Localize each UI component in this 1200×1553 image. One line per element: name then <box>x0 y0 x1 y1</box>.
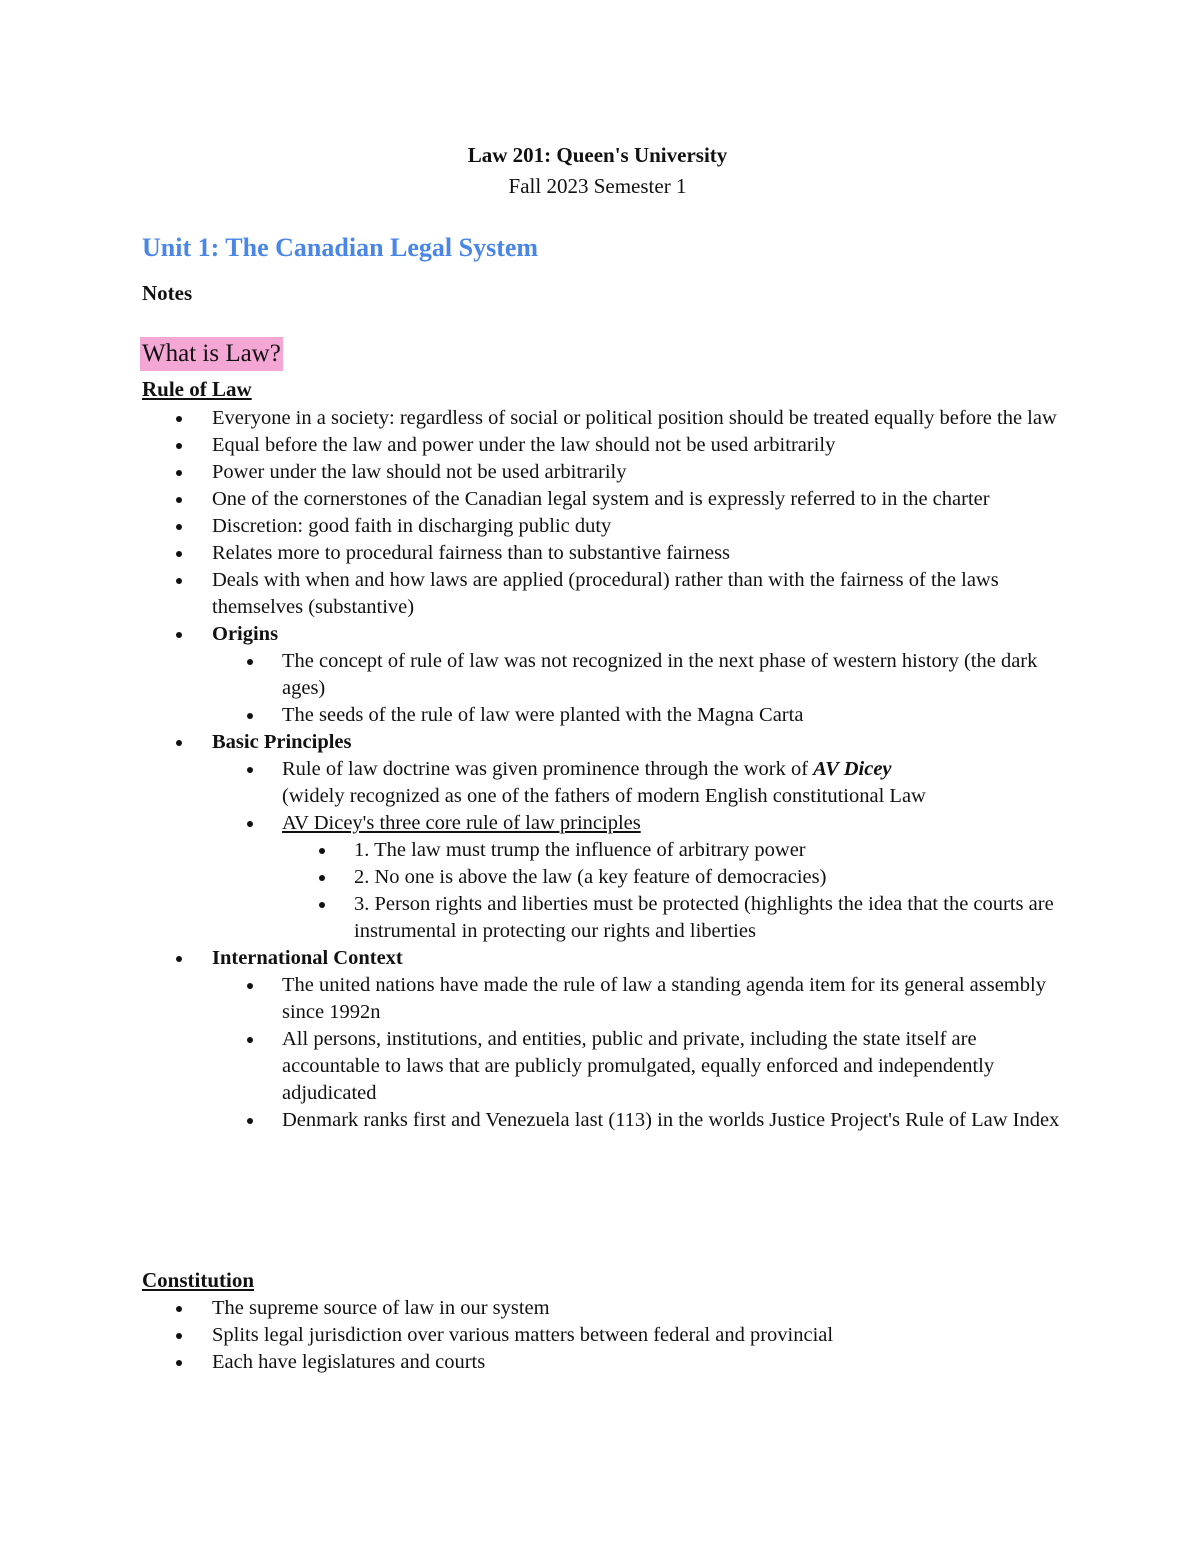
list-item: 1. The law must trump the influence of arbitrary power <box>142 837 1072 864</box>
list-item: Everyone in a society: regardless of social or political position should be treated equally before the law <box>142 405 1072 432</box>
bullet-icon <box>319 875 325 881</box>
international-context-item <box>142 945 1072 972</box>
basic-principles-item <box>142 729 1072 756</box>
list-item: 2. No one is above the law (a key feature of democracies) <box>142 864 1072 891</box>
dicey-emphasis: AV Dicey <box>813 758 892 780</box>
document-subtitle: Fall 2023 Semester 1 <box>508 174 687 198</box>
origins-item <box>142 621 1072 648</box>
rule-of-law-heading: Rule of Law <box>142 377 252 401</box>
bullet-icon <box>319 848 325 854</box>
bullet-icon <box>247 983 253 989</box>
bullet-icon <box>176 632 182 638</box>
bullet-icon <box>176 1360 182 1366</box>
list-item: The supreme source of law in our system <box>142 1295 1072 1322</box>
bullet-icon <box>176 740 182 746</box>
list-item: The concept of rule of law was not recognized in the next phase of western history (the dark ages) <box>142 648 1072 702</box>
document-title: Law 201: Queen's University <box>467 143 728 167</box>
list-item: Each have legislatures and courts <box>142 1349 1072 1376</box>
constitution-heading: Constitution <box>142 1268 255 1292</box>
bullet-icon <box>176 524 182 530</box>
bullet-icon <box>176 1333 182 1339</box>
list-item: Relates more to procedural fairness than to substantive fairness <box>142 540 1072 567</box>
bullet-icon <box>176 416 182 422</box>
list-item: AV Dicey's three core rule of law principles <box>142 810 1072 837</box>
list-item: Rule of law doctrine was given prominence through the work of AV Dicey (widely recognized as one of the fathers of modern English constitutional Law <box>142 756 1072 810</box>
section-heading: What is Law? <box>140 337 283 371</box>
bullet-icon <box>247 1118 253 1124</box>
notes-label: Notes <box>142 281 193 305</box>
international-context-label: International Context <box>212 947 403 969</box>
bullet-icon <box>176 497 182 503</box>
list-item: The united nations have made the rule of law a standing agenda item for its general assembly since 1992n <box>142 972 1072 1026</box>
origins-label: Origins <box>212 623 279 645</box>
constitution-list <box>142 1295 1072 1376</box>
list-item: All persons, institutions, and entities, public and private, including the state itself are accountable to laws that are publicly promulgated, equally enforced and independently adjudicated <box>142 1026 1072 1107</box>
bullet-icon <box>247 713 253 719</box>
bullet-icon <box>319 902 325 908</box>
list-item: Splits legal jurisdiction over various matters between federal and provincial <box>142 1322 1072 1349</box>
rule-of-law-list <box>142 405 1072 1134</box>
list-item: One of the cornerstones of the Canadian legal system and is expressly referred to in the charter <box>142 486 1072 513</box>
list-item: Denmark ranks first and Venezuela last (113) in the worlds Justice Project's Rule of Law Index <box>142 1107 1072 1134</box>
bullet-icon <box>176 443 182 449</box>
list-item: Power under the law should not be used arbitrarily <box>142 459 1072 486</box>
bullet-icon <box>247 767 253 773</box>
bullet-icon <box>176 578 182 584</box>
bullet-icon <box>176 1306 182 1312</box>
list-item: The seeds of the rule of law were planted with the Magna Carta <box>142 702 1072 729</box>
bullet-icon <box>176 470 182 476</box>
bullet-icon <box>247 1037 253 1043</box>
list-item: Equal before the law and power under the law should not be used arbitrarily <box>142 432 1072 459</box>
unit-heading: Unit 1: The Canadian Legal System <box>142 233 539 262</box>
list-item: Deals with when and how laws are applied (procedural) rather than with the fairness of the laws themselves (substantive) <box>142 567 1072 621</box>
bullet-icon <box>176 551 182 557</box>
list-item: 3. Person rights and liberties must be protected (highlights the idea that the courts are instrumental in protecting our rights and liberties <box>142 891 1072 945</box>
bullet-icon <box>247 821 253 827</box>
basic-principles-label: Basic Principles <box>212 731 352 753</box>
list-item: Discretion: good faith in discharging public duty <box>142 513 1072 540</box>
bullet-icon <box>176 956 182 962</box>
bullet-icon <box>247 659 253 665</box>
